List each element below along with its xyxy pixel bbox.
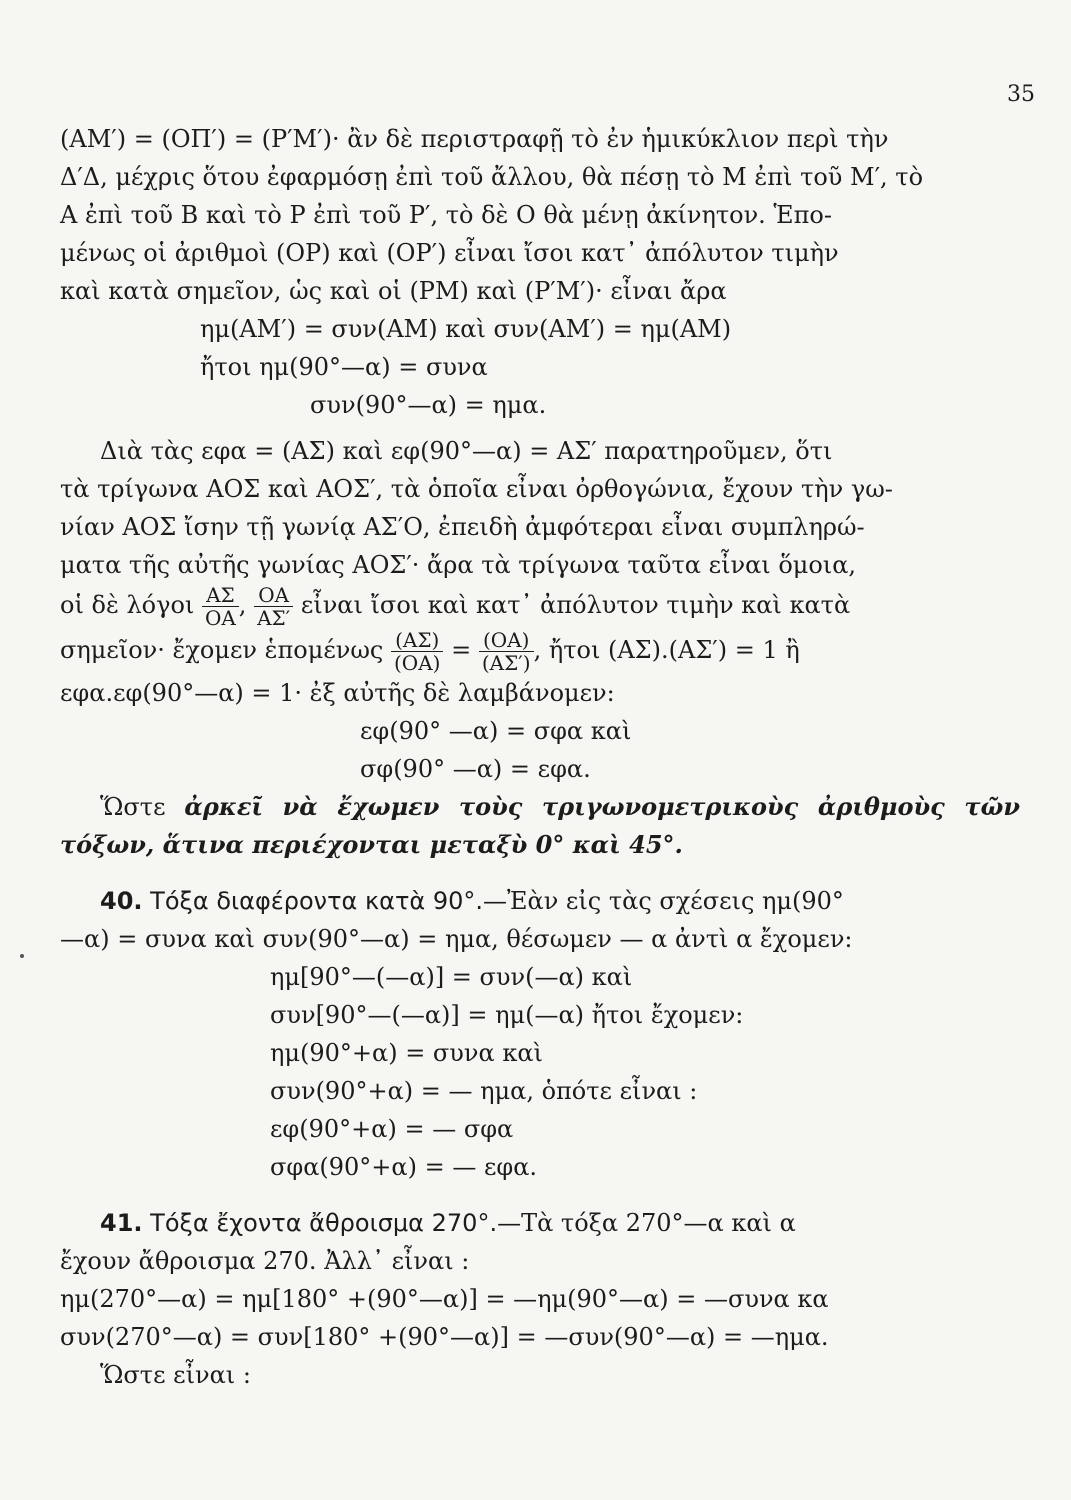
conclusion-pre: Ὥστε [100,793,166,821]
equations-b [60,712,1020,788]
equation-line: ἤτοι ημ(90°—α) = συνα [200,353,488,381]
equation-line: ημ[90°—(—α)] = συν(—α) καὶ [270,963,633,991]
fraction-numerator: (ΑΣ) [391,629,443,652]
fraction [391,629,443,674]
text-line: Δ′Δ, μέχρις ὅτου ἐφαρμόσῃ ἐπὶ τοῦ ἄλλου, θὰ πέσῃ τὸ Μ ἐπὶ τοῦ Μ′, τὸ [60,163,924,191]
text-line: (ΑΜ′) = (ΟΠ′) = (Ρ′Μ′)· ἂν δὲ περιστραφῇ τὸ ἐν ἡμικύκλιον περὶ τὴν [60,125,889,153]
text-line: καὶ κατὰ σημεῖον, ὡς καὶ οἱ (ΡΜ) καὶ (Ρ′Μ′)· εἶναι ἄρα [60,277,727,305]
equations-a [60,310,1020,424]
ratio-pre: οἱ δὲ λόγοι [60,591,195,619]
sign-line [60,629,1020,674]
section-heading-line [60,882,1020,920]
section-intro: —Τὰ τόξα 270°—α καὶ α [497,1209,796,1237]
conclusion-emphasis: ἀρκεῖ νὰ ἔχωμεν τοὺς τριγωνομετρικοὺς ἀριθμοὺς τῶν τόξων, ἅτινα περιέχονται μεταξὺ 0° καὶ 45°. [60,792,1020,859]
text-line: εφα.εφ(90°—α) = 1· ἐξ αὐτῆς δὲ λαμβάνομεν: [60,679,615,707]
text-line: ματα τῆς αὐτῆς γωνίας ΑΟΣ′· ἄρα τὰ τρίγωνα ταῦτα εἶναι ὅμοια, [60,551,857,579]
section-41 [60,1204,1020,1394]
section-number: 41. [100,1209,143,1237]
section-40 [60,882,1020,1186]
fraction-numerator: (ΟΑ) [479,629,534,652]
text-line: ἔχουν ἄθροισμα 270. Ἀλλ᾽ εἶναι : [60,1247,470,1275]
text-line: τὰ τρίγωνα ΑΟΣ καὶ ΑΟΣ′, τὰ ὁποῖα εἶναι ὀρθογώνια, ἔχουν τὴν γω- [60,475,893,503]
equation-line: συν(90°—α) = ημα. [310,391,547,419]
equation-line: ημ(90°+α) = συνα καὶ [270,1039,543,1067]
ratio-comma: , [238,591,247,619]
fraction-numerator: ΑΣ [202,584,239,607]
paragraph-1 [60,120,1020,310]
text-line: μένως οἱ ἀριθμοὶ (ΟΡ) καὶ (ΟΡ′) εἶναι ἴσοι κατ᾽ ἀπόλυτον τιμὴν [60,239,839,267]
fraction [202,584,239,629]
ratio-line [60,584,1020,629]
equation-line: συν(90°+α) = — ημα, ὁπότε εἶναι : [270,1077,698,1105]
equals-sign: = [451,636,472,664]
section-heading-line [60,1204,1020,1242]
margin-dot [20,954,24,958]
equation-line: εφ(90° —α) = σφα καὶ [360,717,632,745]
section-title: Τόξα ἔχοντα ἄθροισμα 270°. [150,1209,498,1237]
equation-line: συν(270°—α) = συν[180° +(90°—α)] = —συν(90°—α) = —ημα. [60,1323,829,1351]
page-number: 35 [1007,82,1035,107]
conclusion-paragraph [60,788,1020,864]
fraction [254,584,293,629]
sign-pre: σημεῖον· ἔχομεν ἑπομένως [60,636,384,664]
fraction-denominator: ΟΑ [204,606,236,630]
section-title: Τόξα διαφέροντα κατὰ 90°. [150,887,484,915]
text-line: Διὰ τὰς εφα = (ΑΣ) καὶ εφ(90°—α) = ΑΣ′ παρατηροῦμεν, ὅτι [100,437,833,465]
text-line: Ὥστε εἶναι : [100,1361,251,1389]
fraction-denominator: (ΟΑ) [394,651,441,675]
text-line: —α) = συνα καὶ συν(90°—α) = ημα, θέσωμεν — α ἀντὶ α ἔχομεν: [60,925,853,953]
section-number: 40. [100,887,143,915]
equation-line: εφ(90°+α) = — σφα [270,1115,514,1143]
equation-line: σφα(90°+α) = — εφα. [270,1153,538,1181]
fraction [479,629,534,674]
fraction-denominator: (ΑΣ′) [481,651,531,675]
text-line: Α ἐπὶ τοῦ Β καὶ τὸ Ρ ἐπὶ τοῦ Ρ′, τὸ δὲ Ο θὰ μένῃ ἀκίνητον. Ἑπο- [60,201,832,229]
sign-post: , ἤτοι (ΑΣ).(ΑΣ′) = 1 ἢ [533,636,800,664]
equation-line: σφ(90° —α) = εφα. [360,755,591,783]
fraction-denominator: ΑΣ′ [257,606,291,630]
equation-line: ημ(ΑΜ′) = συν(ΑΜ) καὶ συν(ΑΜ′) = ημ(ΑΜ) [200,315,732,343]
section-intro: —Ἐὰν εἰς τὰς σχέσεις ημ(90° [483,887,844,915]
equation-line: ημ(270°—α) = ημ[180° +(90°—α)] = —ημ(90°—α) = —συνα κα [60,1285,829,1313]
equation-line: συν[90°—(—α)] = ημ(—α) ἤτοι ἔχομεν: [270,1001,744,1029]
text-line: νίαν ΑΟΣ ἴσην τῇ γωνίᾳ ΑΣ′Ο, ἐπειδὴ ἀμφότεραι εἶναι συμπληρώ- [60,513,865,541]
fraction-numerator: ΟΑ [254,584,293,607]
paragraph-2 [60,432,1020,712]
ratio-post: εἶναι ἴσοι καὶ κατ᾽ ἀπόλυτον τιμὴν καὶ κατὰ [300,591,851,619]
page-body [60,120,1020,1394]
